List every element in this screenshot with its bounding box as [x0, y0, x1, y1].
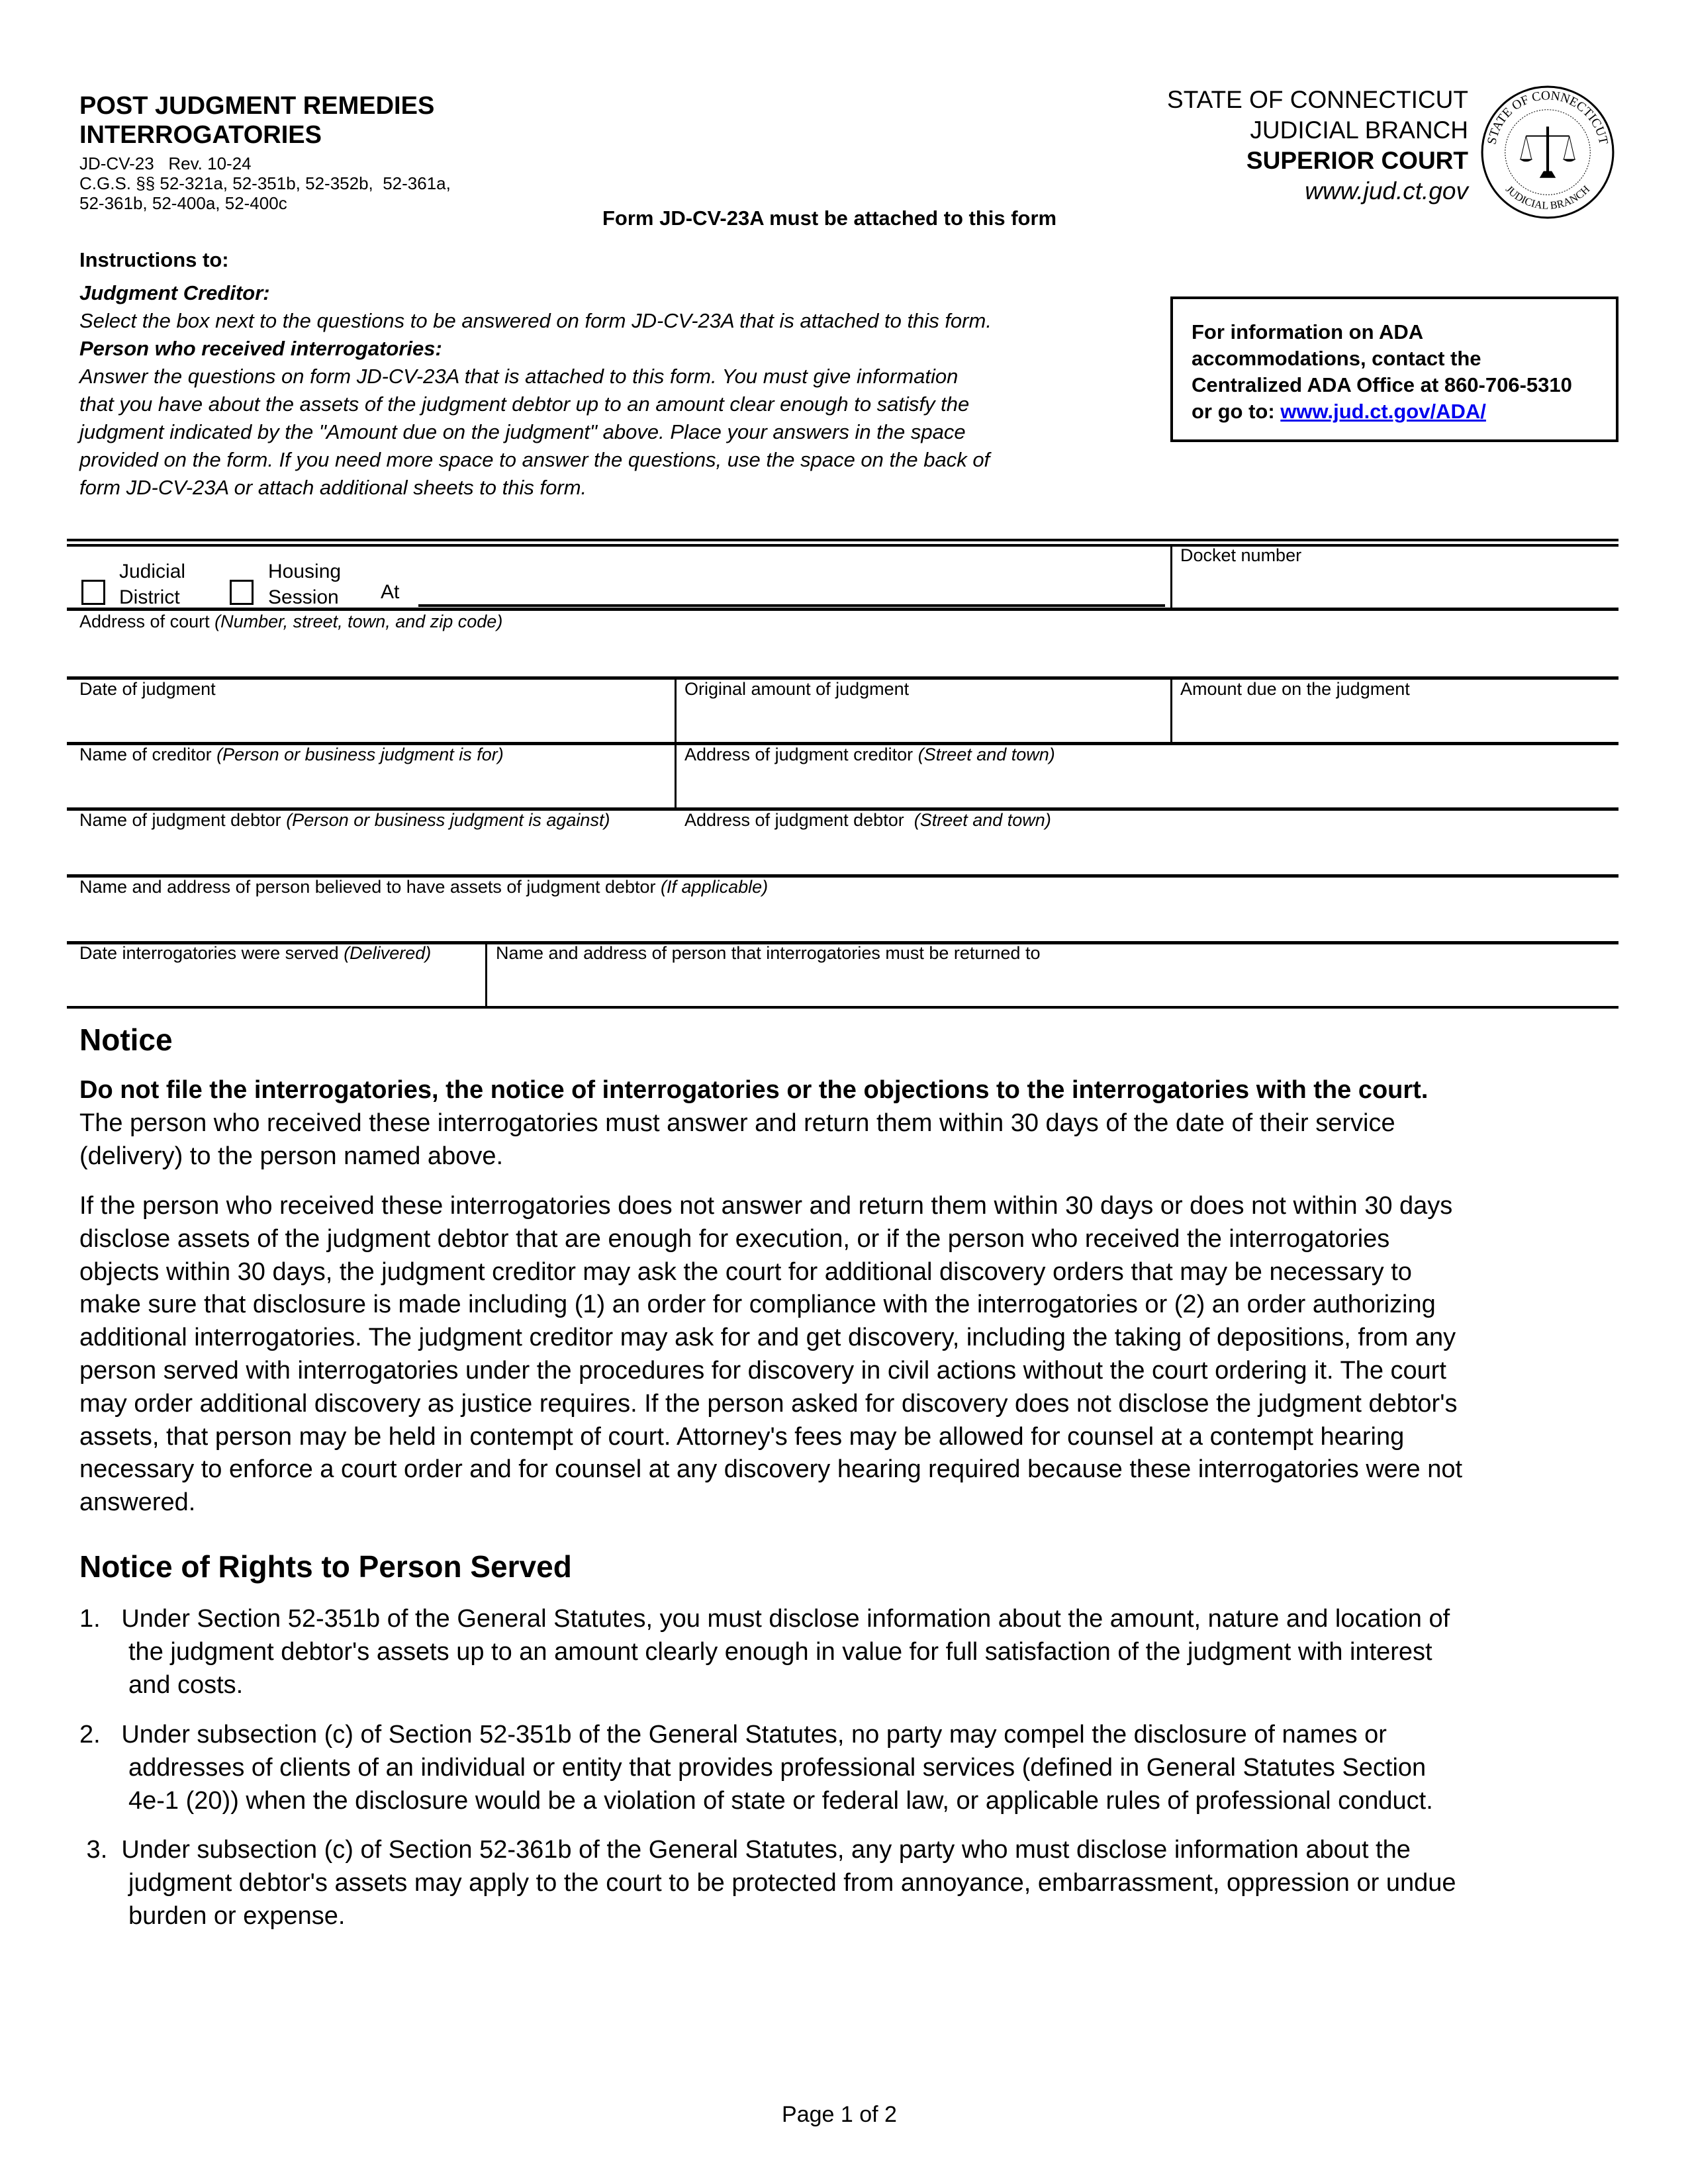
label-text: Address of judgment creditor [684, 745, 918, 764]
amount-due-label: Amount due on the judgment [1180, 679, 1410, 699]
text-line: additional interrogatories. The judgment creditor may ask for and get discovery, including the taking of depositions, from any [79, 1324, 1456, 1352]
original-amount-label: Original amount of judgment [684, 679, 910, 699]
person-instructions-heading: Person who received interrogatories: [79, 337, 442, 360]
state-name: STATE OF CONNECTICUT [1167, 86, 1468, 113]
ada-link[interactable]: www.jud.ct.gov/ADA/ [1280, 400, 1486, 423]
ada-line: For information on ADA [1192, 320, 1424, 343]
divider [67, 539, 1618, 541]
housing-session-checkbox[interactable] [230, 580, 254, 605]
creditor-address-label [684, 745, 1055, 765]
return-to-input[interactable] [490, 966, 1617, 1005]
date-of-judgment-input[interactable] [69, 702, 671, 740]
label-text: Address of judgment debtor [684, 810, 914, 830]
creditor-name-input[interactable] [69, 768, 671, 806]
text-line: and costs. [128, 1670, 244, 1699]
form-title [79, 91, 434, 150]
text-line: addresses of clients of an individual or entity that provides professional services (defined in General Statutes Section [128, 1753, 1427, 1782]
label-line: Session [268, 586, 339, 608]
ada-prefix: or go to: [1192, 400, 1281, 423]
court-header [1167, 85, 1468, 206]
label-hint: (Person or business judgment is for) [216, 745, 504, 764]
court-name: SUPERIOR COURT [1246, 147, 1468, 174]
assets-person-input[interactable] [69, 900, 1618, 938]
instruction-line: provided on the form. If you need more space to answer the questions, use the space on the back of [79, 448, 990, 471]
label-text: Name of judgment debtor [79, 810, 287, 830]
at-label: At [381, 581, 400, 603]
judicial-branch-seal-icon [1480, 85, 1615, 220]
text-line: make sure that disclosure is made including (1) an order for compliance with the interrogatories or (2) an order authorizing [79, 1291, 1436, 1319]
instructions-heading: Instructions to: [79, 248, 229, 271]
website-link[interactable]: www.jud.ct.gov [1305, 177, 1468, 205]
docket-number-input[interactable] [1173, 569, 1617, 606]
ada-line: accommodations, contact the [1192, 347, 1481, 370]
text-line: 2. Under subsection (c) of Section 52-351b of the General Statutes, no party may compel the disclosure of names or [79, 1721, 1387, 1749]
label-line: Housing [268, 561, 342, 582]
title-line: POST JUDGMENT REMEDIES [79, 92, 435, 120]
notice-paragraph [79, 1190, 1462, 1520]
text-line: necessary to enforce a court order and for counsel at any discovery hearing required because these interrogatories were not [79, 1455, 1463, 1484]
text-line: person served with interrogatories under the procedures for discovery in civil actions without the court ordering it. The court [79, 1356, 1446, 1385]
assets-person-label [79, 877, 768, 897]
form-metadata [79, 154, 451, 213]
date-of-judgment-label: Date of judgment [79, 679, 216, 699]
date-served-input[interactable] [69, 966, 483, 1005]
creditor-address-input[interactable] [679, 768, 1617, 806]
attachment-note: Form JD-CV-23A must be attached to this form [602, 206, 1057, 230]
text-line: (delivery) to the person named above. [79, 1142, 504, 1170]
court-location-input[interactable] [418, 604, 1165, 607]
instruction-line: Answer the questions on form JD-CV-23A that is attached to this form. You must give information [79, 365, 959, 388]
instruction-line: judgment indicated by the "Amount due on the judgment" above. Place your answers in the space [79, 420, 966, 443]
label-hint: (Person or business judgment is against) [286, 810, 610, 830]
label-line: District [119, 586, 180, 608]
text-line: 4e-1 (20)) when the disclosure would be a violation of state or federal law, or applicable rules of professional conduct. [128, 1786, 1433, 1815]
housing-session-label [268, 559, 341, 610]
title-line: INTERROGATORIES [79, 121, 322, 149]
divider [67, 544, 1618, 547]
divider [67, 1006, 1618, 1009]
text-line: the judgment debtor's assets up to an amount clearly enough in value for full satisfaction of the judgment with interest [128, 1637, 1432, 1666]
form-number: JD-CV-23 Rev. 10-24 [79, 154, 252, 173]
date-served-label [79, 943, 431, 964]
label-text: Date interrogatories were served [79, 943, 344, 963]
notice-heading: Notice [79, 1023, 173, 1057]
divider [1170, 678, 1172, 743]
debtor-name-label [79, 810, 610, 831]
original-amount-input[interactable] [679, 702, 1168, 740]
label-hint: (Delivered) [344, 943, 432, 963]
amount-due-input[interactable] [1174, 702, 1617, 740]
judicial-district-label [119, 559, 185, 610]
label-hint: (Street and town) [914, 810, 1051, 830]
rights-heading: Notice of Rights to Person Served [79, 1549, 572, 1584]
rights-item [79, 1719, 1433, 1817]
text-line: 3. Under subsection (c) of Section 52-361b of the General Statutes, any party who must disclose information about the [79, 1836, 1411, 1864]
branch-name: JUDICIAL BRANCH [1250, 116, 1468, 144]
label-hint: (Street and town) [917, 745, 1055, 764]
debtor-address-label [684, 810, 1051, 831]
text-line: disclose assets of the judgment debtor that are enough for execution, or if the person who received the interrogatories [79, 1224, 1390, 1253]
instruction-line: that you have about the assets of the judgment debtor up to an amount clear enough to satisfy the [79, 392, 970, 416]
text-line: assets, that person may be held in contempt of court. Attorney's fees may be allowed for counsel at a contempt hearing [79, 1422, 1405, 1451]
divider [1170, 547, 1172, 609]
ada-line: Centralized ADA Office at 860-706-5310 [1192, 373, 1572, 396]
text-line: judgment debtor's assets may apply to the court to be protected from annoyance, embarrassment, oppression or undue [128, 1868, 1456, 1897]
text-line: objects within 30 days, the judgment creditor may ask the court for additional discovery orders that may be necessary to [79, 1257, 1412, 1286]
seal-top-text: STATE OF CONNECTICUT [1485, 89, 1611, 146]
label-hint: (Number, street, town, and zip code) [214, 612, 503, 631]
divider [485, 943, 487, 1007]
label-text: Address of court [79, 612, 215, 631]
rights-item [79, 1834, 1456, 1933]
text-line: The person who received these interrogatories must answer and return them within 30 days of the date of their service [79, 1109, 1395, 1137]
statutes-line: 52-361b, 52-400a, 52-400c [79, 193, 287, 213]
creditor-name-label [79, 745, 504, 765]
text-line: may order additional discovery as justice requires. If the person asked for discovery does not disclose the judgment debtor's [79, 1389, 1458, 1418]
creditor-instructions-heading: Judgment Creditor: [79, 281, 270, 304]
label-line: Judicial [119, 561, 186, 582]
text-line: 1. Under Section 52-351b of the General Statutes, you must disclose information about the amount, nature and location of [79, 1605, 1450, 1633]
notice-paragraph [79, 1074, 1428, 1173]
address-of-court-label [79, 612, 502, 632]
creditor-instructions-text: Select the box next to the questions to be answered on form JD-CV-23A that is attached to this form. [79, 309, 992, 332]
address-of-court-input[interactable] [69, 635, 1618, 675]
label-text: Name and address of person believed to have assets of judgment debtor [79, 877, 661, 897]
debtor-address-input[interactable] [679, 834, 1617, 872]
docket-number-label: Docket number [1180, 545, 1302, 565]
text-line: burden or expense. [128, 1901, 346, 1930]
judicial-district-checkbox[interactable] [81, 580, 105, 605]
text-line: answered. [79, 1488, 196, 1517]
statutes-line: C.G.S. §§ 52-321a, 52-351b, 52-352b, 52-361a, [79, 173, 451, 193]
instruction-line: form JD-CV-23A or attach additional sheets to this form. [79, 476, 587, 499]
debtor-name-input[interactable] [69, 834, 671, 872]
seal-bottom-text: JUDICIAL BRANCH [1503, 183, 1593, 212]
divider [675, 678, 677, 809]
instructions [79, 246, 992, 502]
label-hint: (If applicable) [661, 877, 769, 897]
text-line: If the person who received these interrogatories does not answer and return them within 30 days or does not within 30 days [79, 1192, 1453, 1220]
notice-bold-line: Do not file the interrogatories, the notice of interrogatories or the objections to the interrogatories with the court. [79, 1076, 1429, 1104]
rights-item [79, 1603, 1450, 1702]
page-number: Page 1 of 2 [782, 2102, 897, 2127]
return-to-label: Name and address of person that interrogatories must be returned to [496, 943, 1041, 963]
label-text: Name of creditor [79, 745, 217, 764]
ada-info-box [1170, 296, 1618, 442]
